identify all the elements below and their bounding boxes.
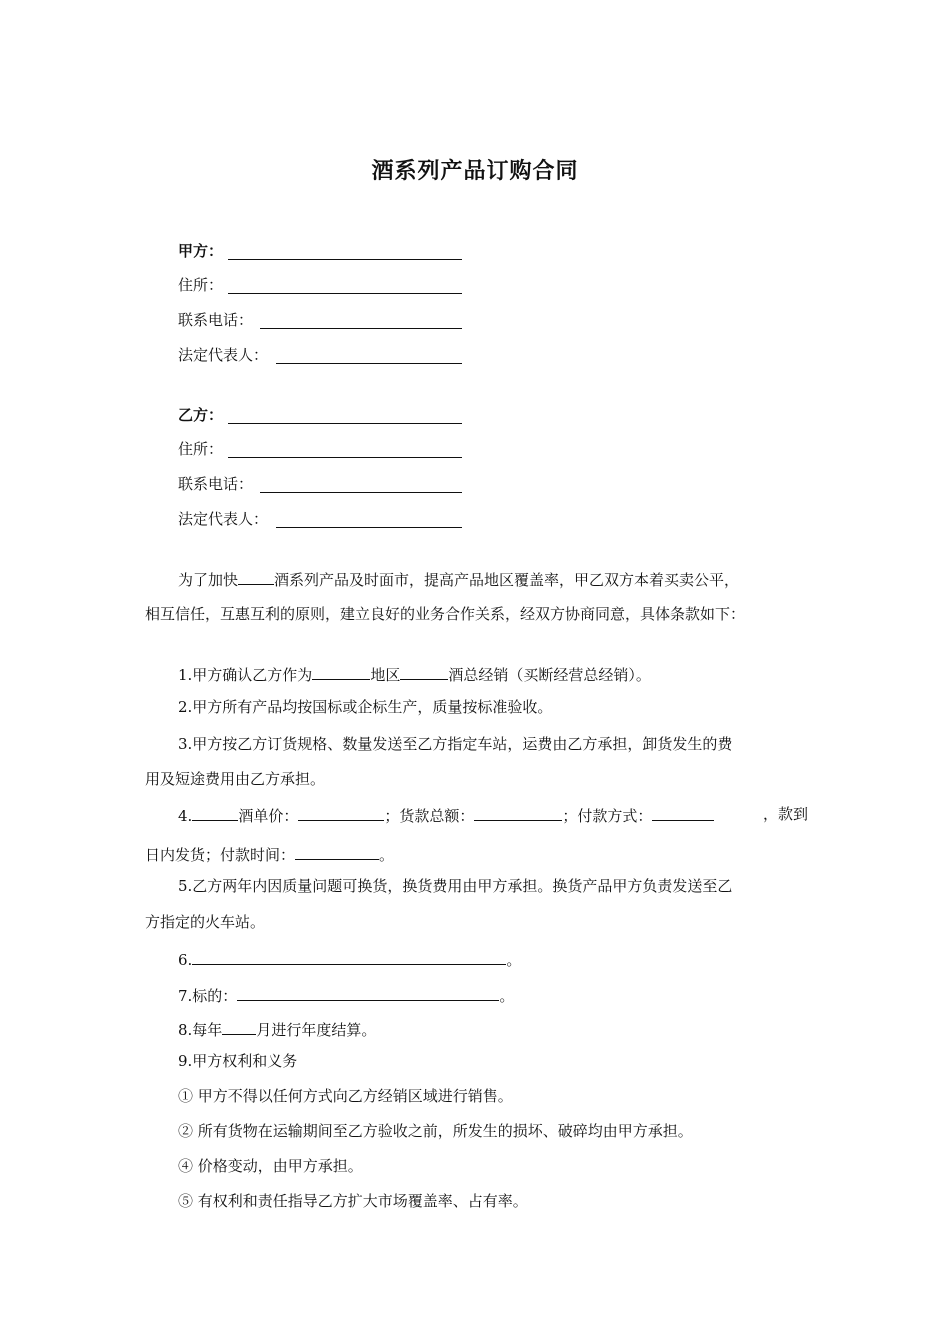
clause-6 bbox=[178, 946, 521, 972]
clause-4-total-blank[interactable] bbox=[474, 802, 562, 821]
party-a-field bbox=[178, 239, 223, 263]
party-b-address-label: 住所： bbox=[178, 440, 224, 458]
party-a-phone-blank[interactable] bbox=[260, 328, 462, 329]
clause-8-month-blank[interactable] bbox=[222, 1016, 256, 1035]
page-title: 酒系列产品订购合同 bbox=[371, 159, 579, 184]
clause-4-text-d: ；付款方式： bbox=[562, 807, 653, 825]
clause-2: 2.甲方所有产品均按国标或企标生产，质量按标准验收。 bbox=[178, 698, 553, 716]
clause-8-text-a: 8.每年 bbox=[178, 1021, 223, 1039]
party-b-rep-field bbox=[178, 507, 268, 531]
party-a-address-field bbox=[178, 273, 223, 297]
party-b-address-blank[interactable] bbox=[228, 457, 462, 458]
clause-8 bbox=[178, 1016, 376, 1042]
clause-6-blank[interactable] bbox=[192, 946, 506, 965]
party-a-rep-field bbox=[178, 343, 268, 367]
party-a-rep-label: 法定代表人： bbox=[178, 346, 269, 364]
sub-clause-1: ① 甲方不得以任何方式向乙方经销区域进行销售。 bbox=[178, 1087, 513, 1105]
clause-1-text-a: 1.甲方确认乙方作为 bbox=[178, 666, 313, 684]
party-a-phone-label: 联系电话： bbox=[178, 311, 254, 329]
sub-clause-5: ⑤ 有权利和责任指导乙方扩大市场覆盖率、占有率。 bbox=[178, 1192, 528, 1210]
clause-4-line-2-text-a: 日内发货；付款时间： bbox=[145, 846, 296, 864]
party-b-rep-blank[interactable] bbox=[276, 527, 462, 528]
intro-line-1 bbox=[178, 566, 739, 592]
clause-1-text-b: 地区 bbox=[370, 666, 401, 684]
clause-4-line-1 bbox=[178, 802, 808, 828]
party-a-phone-field bbox=[178, 308, 253, 332]
party-b-blank[interactable] bbox=[228, 423, 462, 424]
party-a-label: 甲方： bbox=[178, 242, 224, 260]
clause-3-line-2: 用及短途费用由乙方承担。 bbox=[145, 770, 326, 788]
clause-1-product-blank[interactable] bbox=[400, 661, 448, 680]
clause-4-text-a: 4. bbox=[178, 807, 193, 825]
party-a-address-blank[interactable] bbox=[228, 293, 462, 294]
clause-5-line-1: 5.乙方两年内因质量问题可换货，换货费用由甲方承担。换货产品甲方负责发送至乙 bbox=[178, 877, 733, 895]
clause-3-line-1: 3.甲方按乙方订货规格、数量发送至乙方指定车站，运费由乙方承担，卸货发生的费 bbox=[178, 735, 733, 753]
clause-5-line-2: 方指定的火车站。 bbox=[145, 913, 266, 931]
party-a-rep-blank[interactable] bbox=[276, 363, 462, 364]
clause-4-text-e: ，款到 bbox=[762, 805, 808, 823]
party-b-label: 乙方： bbox=[178, 406, 224, 424]
clause-4-text-b: 酒单价： bbox=[238, 807, 299, 825]
clause-4-line-2 bbox=[145, 841, 394, 867]
clause-7 bbox=[178, 982, 514, 1008]
clause-1 bbox=[178, 661, 651, 687]
clause-7-subject-blank[interactable] bbox=[237, 982, 499, 1001]
intro-part-2: 酒系列产品及时面市，提高产品地区覆盖率，甲乙双方本着买卖公平， bbox=[274, 571, 740, 589]
intro-brand-blank[interactable] bbox=[238, 566, 274, 585]
party-b-address-field bbox=[178, 437, 223, 461]
sub-clause-4: ④ 价格变动，由甲方承担。 bbox=[178, 1157, 363, 1175]
clause-8-text-b: 月进行年度结算。 bbox=[256, 1021, 377, 1039]
party-b-phone-blank[interactable] bbox=[260, 492, 462, 493]
clause-4-product-blank[interactable] bbox=[192, 802, 238, 821]
clause-4-text-c: ；货款总额： bbox=[384, 807, 475, 825]
party-a-address-label: 住所： bbox=[178, 276, 224, 294]
clause-4-line-2-text-b: 。 bbox=[379, 846, 395, 864]
party-a-blank[interactable] bbox=[228, 259, 462, 260]
sub-clause-2: ② 所有货物在运输期间至乙方验收之前，所发生的损坏、破碎均由甲方承担。 bbox=[178, 1122, 693, 1140]
intro-line-2: 相互信任，互惠互利的原则，建立良好的业务合作关系，经双方协商同意，具体条款如下： bbox=[145, 605, 746, 623]
party-b-phone-label: 联系电话： bbox=[178, 475, 254, 493]
clause-4-payment-method-blank[interactable] bbox=[652, 802, 714, 821]
intro-part-1: 为了加快 bbox=[178, 571, 239, 589]
clause-7-text-a: 7.标的： bbox=[178, 987, 238, 1005]
clause-6-text-b: 。 bbox=[506, 951, 522, 969]
clause-7-text-b: 。 bbox=[499, 987, 515, 1005]
party-b-rep-label: 法定代表人： bbox=[178, 510, 269, 528]
clause-4-price-blank[interactable] bbox=[298, 802, 384, 821]
clause-6-text-a: 6. bbox=[178, 951, 193, 969]
party-b-phone-field bbox=[178, 472, 253, 496]
clause-4-payment-time-blank[interactable] bbox=[295, 841, 379, 860]
clause-1-text-c: 酒总经销（买断经营总经销）。 bbox=[448, 666, 651, 684]
clause-9: 9.甲方权利和义务 bbox=[178, 1052, 298, 1070]
party-b-field bbox=[178, 403, 223, 427]
clause-1-region-blank[interactable] bbox=[312, 661, 370, 680]
